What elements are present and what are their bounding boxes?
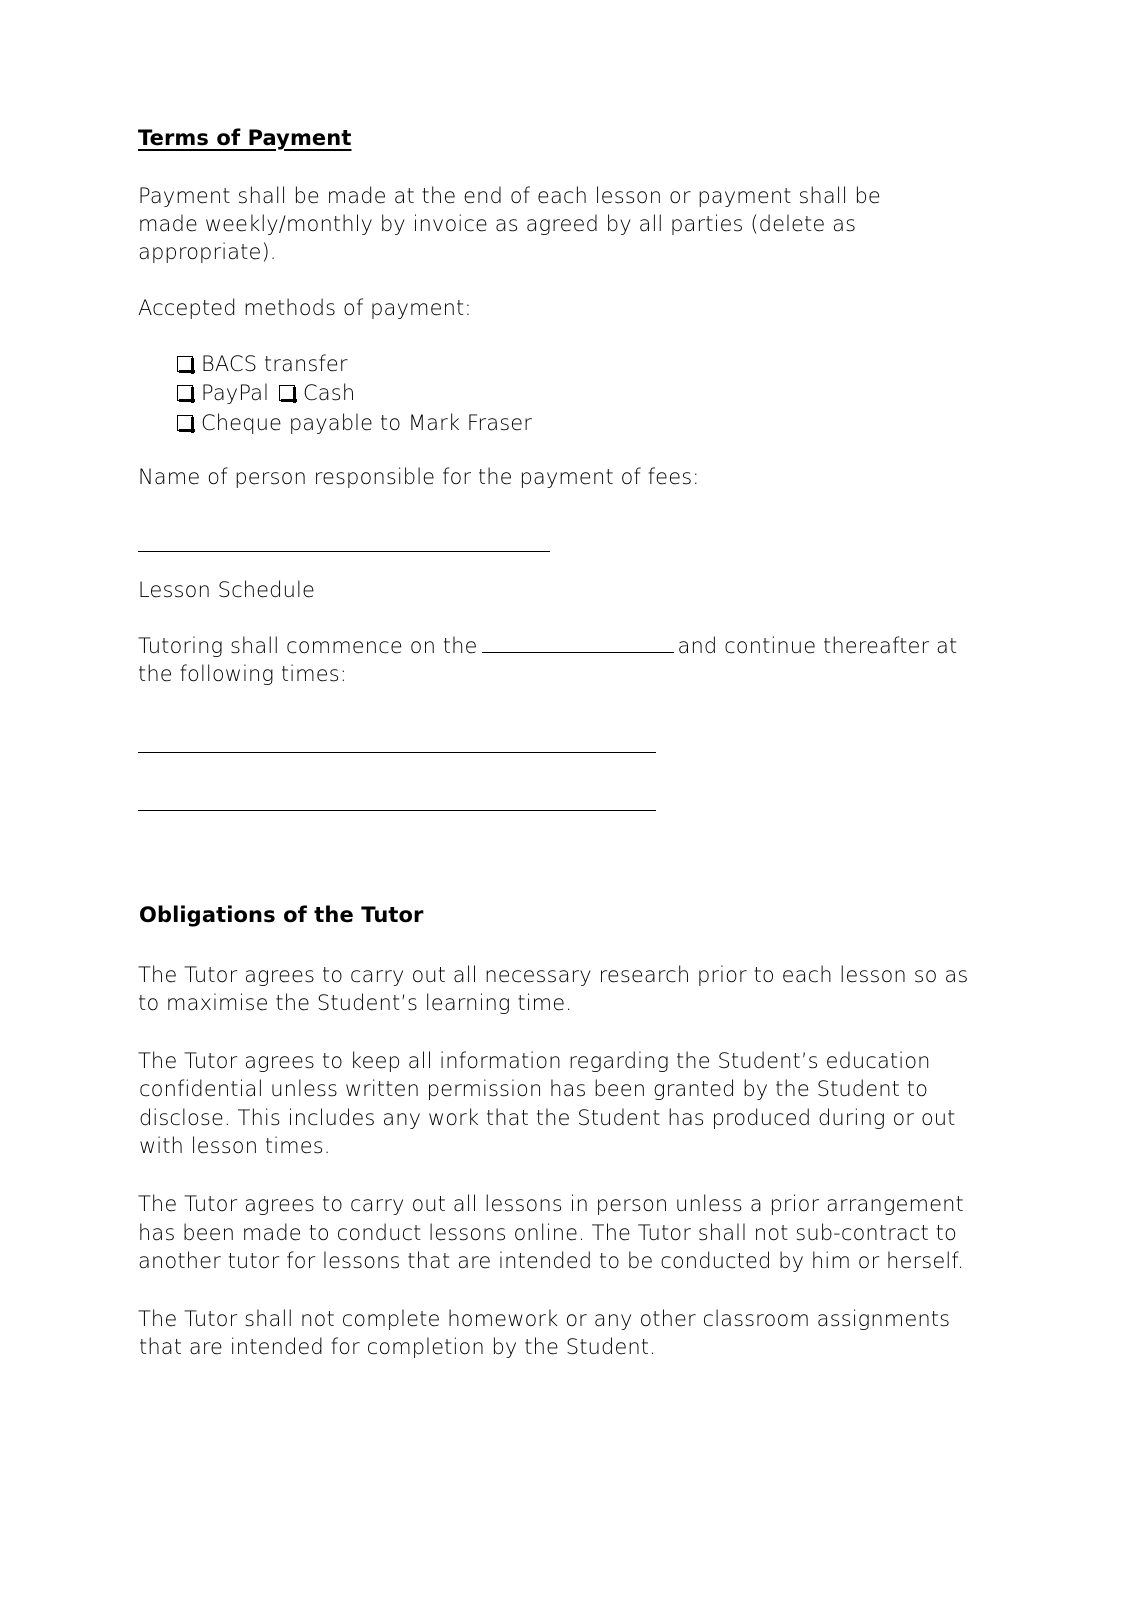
obligation-2-line-4: with lesson times.: [139, 1134, 331, 1158]
obligation-4-line-1: The Tutor shall not complete homework or any other classroom assignments: [138, 1307, 951, 1331]
responsible-name-line[interactable]: [138, 551, 550, 552]
times-line-2[interactable]: [138, 810, 656, 811]
terms-line-3: appropriate).: [138, 240, 277, 264]
schedule-line-2: the following times:: [138, 662, 347, 686]
method-paypal-cash: [177, 379, 355, 408]
schedule-heading: Lesson Schedule: [138, 578, 315, 602]
checkbox-icon[interactable]: [279, 385, 295, 401]
checkbox-icon[interactable]: [177, 415, 193, 431]
terms-line-2: made weekly/monthly by invoice as agreed by all parties (delete as: [138, 212, 857, 236]
method-cheque-label: Cheque payable to Mark Fraser: [201, 411, 533, 435]
checkbox-icon[interactable]: [177, 356, 193, 372]
obligations-heading: Obligations of the Tutor: [139, 903, 424, 927]
method-cheque: [177, 409, 532, 438]
schedule-line-1-start: Tutoring shall commence on the: [138, 634, 478, 658]
terms-line-1: Payment shall be made at the end of each lesson or payment shall be: [138, 184, 881, 208]
method-bacs: [177, 350, 348, 379]
obligation-1-line-2: to maximise the Student’s learning time.: [138, 991, 573, 1015]
obligation-2-line-3: disclose. This includes any work that the Student has produced during or out: [139, 1106, 956, 1130]
schedule-line-1-end: and continue thereafter at: [677, 634, 958, 658]
schedule-line-1: [138, 632, 957, 661]
terms-heading: Terms of Payment: [138, 126, 352, 150]
obligation-3-line-2: has been made to conduct lessons online. The Tutor shall not sub-contract to: [138, 1221, 957, 1245]
method-cash-label: Cash: [303, 381, 356, 405]
obligation-2-line-1: The Tutor agrees to keep all information regarding the Student’s education: [138, 1049, 931, 1073]
method-paypal-label: PayPal: [201, 381, 270, 405]
methods-label: Accepted methods of payment:: [138, 296, 472, 320]
obligation-3-line-1: The Tutor agrees to carry out all lessons in person unless a prior arrangement: [138, 1192, 964, 1216]
method-bacs-label: BACS transfer: [201, 352, 348, 376]
obligation-4-line-2: that are intended for completion by the Student.: [139, 1335, 656, 1359]
obligation-1-line-1: The Tutor agrees to carry out all necessary research prior to each lesson so as: [138, 963, 969, 987]
obligation-3-line-3: another tutor for lessons that are intended to be conducted by him or herself.: [138, 1249, 965, 1273]
start-date-blank[interactable]: [482, 632, 674, 653]
times-line-1[interactable]: [138, 752, 656, 753]
responsible-label: Name of person responsible for the payment of fees:: [138, 465, 700, 489]
obligation-2-line-2: confidential unless written permission has been granted by the Student to: [139, 1077, 929, 1101]
checkbox-icon[interactable]: [177, 385, 193, 401]
